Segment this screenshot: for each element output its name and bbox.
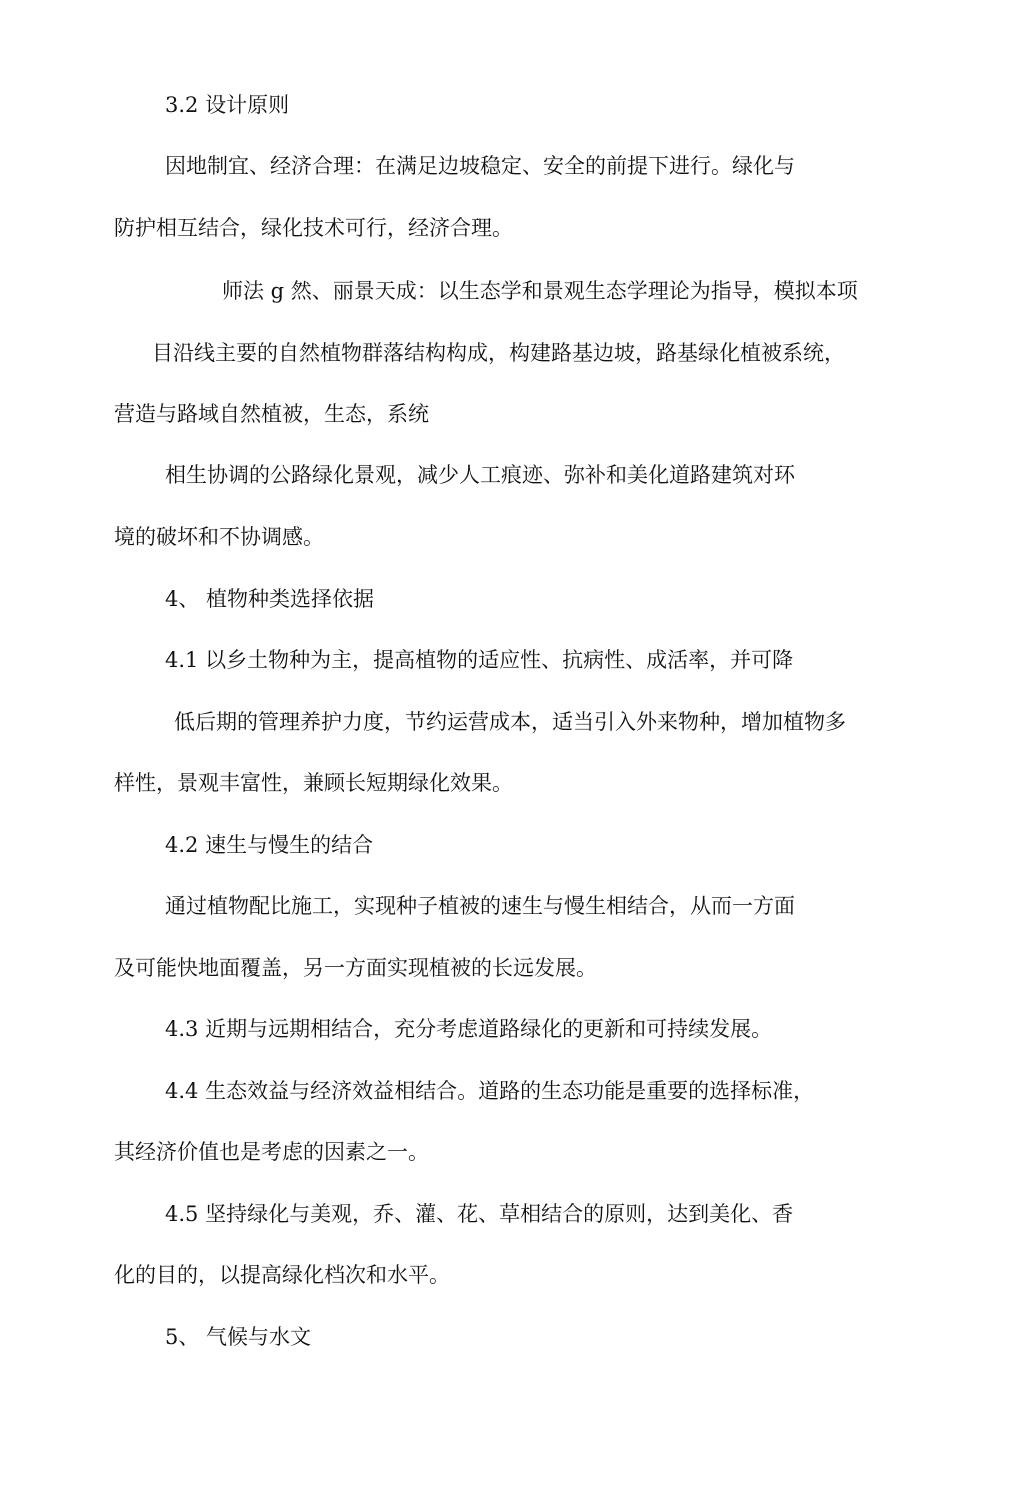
paragraph-line: 其经济价值也是考虑的因素之一。	[114, 1140, 429, 1164]
paragraph-line: 4.1 以乡土物种为主，提高植物的适应性、抗病性、成活率，并可降	[165, 648, 794, 672]
heading-design-principles: 3.2 设计原则	[165, 93, 290, 117]
subheading-growth-combination: 4.2 速生与慢生的结合	[165, 833, 374, 857]
paragraph-line: 4.4 生态效益与经济效益相结合。道路的生态功能是重要的选择标准，	[165, 1079, 815, 1103]
paragraph-line: 师法 g 然、丽景天成：以生态学和景观生态学理论为指导，模拟本项	[222, 279, 858, 303]
paragraph-line: 低后期的管理养护力度，节约运营成本，适当引入外来物种，增加植物多	[174, 710, 846, 734]
paragraph-line: 目沿线主要的自然植物群落结构构成，构建路基边坡，路基绿化植被系统，	[152, 341, 845, 365]
paragraph-line: 及可能快地面覆盖，另一方面实现植被的长远发展。	[114, 956, 597, 980]
paragraph-line: 化的目的，以提高绿化档次和水平。	[114, 1263, 450, 1287]
paragraph-line: 营造与路域自然植被，生态，系统	[114, 402, 429, 426]
paragraph-line: 防护相互结合，绿化技术可行，经济合理。	[114, 216, 513, 240]
heading-climate-hydrology: 5、 气候与水文	[165, 1325, 312, 1349]
paragraph-line: 通过植物配比施工，实现种子植被的速生与慢生相结合，从而一方面	[165, 894, 795, 918]
paragraph-line: 4.3 近期与远期相结合，充分考虑道路绿化的更新和可持续发展。	[165, 1017, 773, 1041]
paragraph-line: 样性，景观丰富性，兼顾长短期绿化效果。	[114, 771, 513, 795]
paragraph-line: 境的破坏和不协调感。	[114, 525, 324, 549]
paragraph-line: 4.5 坚持绿化与美观，乔、灌、花、草相结合的原则，达到美化、香	[165, 1202, 794, 1226]
paragraph-line: 相生协调的公路绿化景观，减少人工痕迹、弥补和美化道路建筑对环	[165, 463, 795, 487]
heading-plant-selection: 4、 植物种类选择依据	[165, 587, 375, 611]
paragraph-line: 因地制宜、经济合理：在满足边坡稳定、安全的前提下进行。绿化与	[165, 154, 795, 178]
